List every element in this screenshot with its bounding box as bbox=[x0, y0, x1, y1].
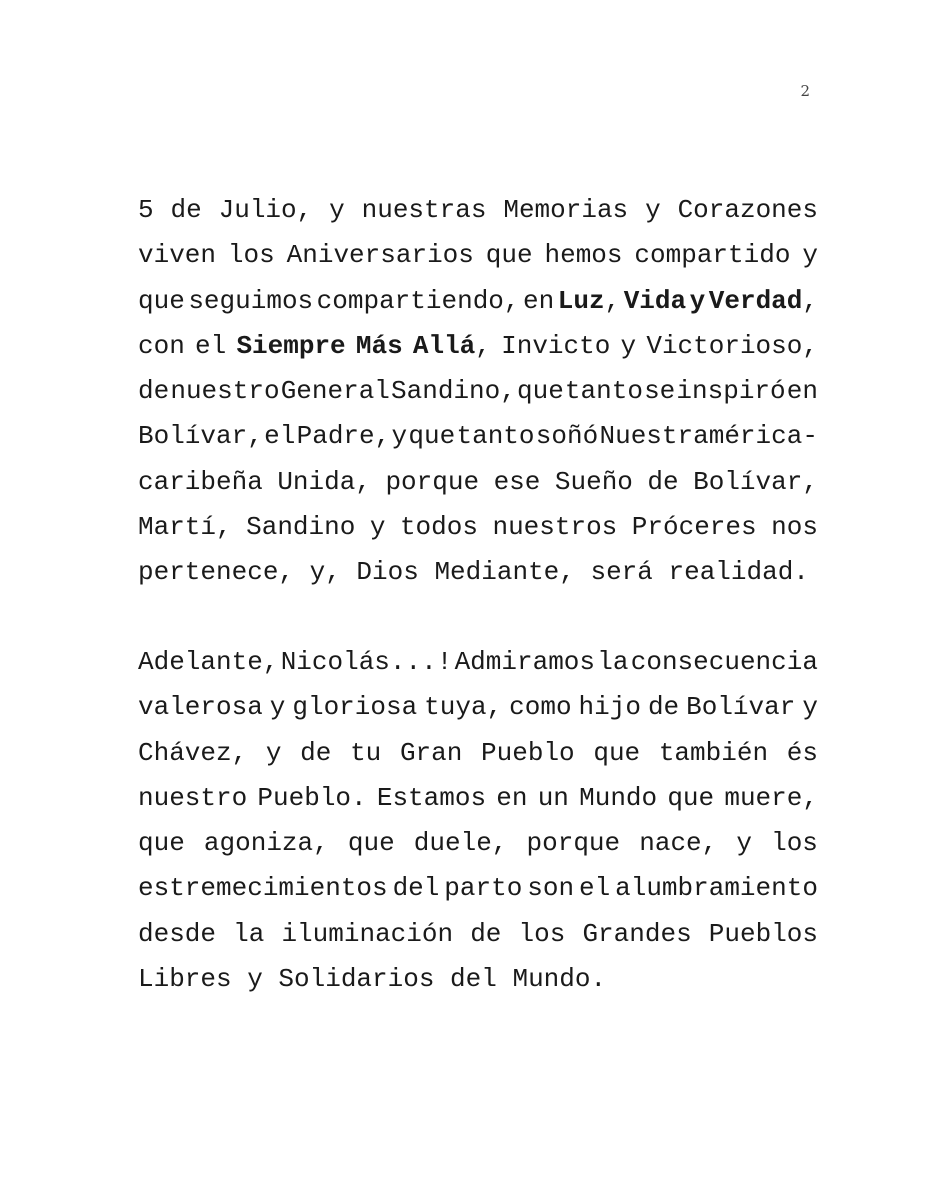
word: és bbox=[786, 737, 818, 768]
word: alumbramiento bbox=[615, 873, 818, 904]
word: Allá, bbox=[412, 330, 491, 361]
word: Martí, bbox=[138, 512, 232, 543]
word: tanto bbox=[456, 421, 535, 452]
word: tanto bbox=[564, 376, 643, 407]
word: porque bbox=[385, 466, 480, 497]
word: son bbox=[527, 873, 575, 904]
word: ese bbox=[493, 466, 541, 497]
word: tuya, bbox=[424, 692, 503, 723]
word: Sandino, bbox=[391, 376, 516, 407]
word: y bbox=[329, 195, 345, 225]
word: Pueblo. bbox=[257, 782, 367, 813]
word: estremecimientos bbox=[138, 873, 388, 904]
paragraph-2 bbox=[138, 640, 818, 1002]
text-line bbox=[138, 505, 818, 550]
word: de bbox=[647, 692, 680, 723]
word: 5 bbox=[138, 195, 154, 225]
word: Sandino bbox=[246, 512, 356, 543]
word: de bbox=[647, 466, 679, 497]
word: parto bbox=[444, 873, 523, 904]
word: en bbox=[786, 376, 818, 407]
word: el bbox=[578, 873, 611, 904]
text-line bbox=[138, 821, 818, 866]
word: que bbox=[138, 285, 185, 316]
word: Memorias bbox=[503, 195, 629, 225]
word: también bbox=[658, 737, 769, 768]
word: que bbox=[138, 828, 185, 859]
word: y bbox=[802, 240, 818, 271]
word: y bbox=[645, 195, 661, 225]
word: Sueño bbox=[554, 466, 633, 497]
word: un bbox=[537, 782, 569, 813]
word: nace, bbox=[639, 828, 718, 859]
word: Victorioso, bbox=[646, 330, 818, 361]
word: nuestro bbox=[170, 376, 280, 407]
word: inspiró bbox=[676, 376, 786, 407]
word: Bolívar bbox=[686, 692, 796, 723]
word: Chávez, bbox=[138, 737, 248, 768]
word: Aniversarios bbox=[286, 240, 474, 271]
word: y bbox=[391, 421, 408, 452]
word: Pueblos bbox=[708, 918, 818, 949]
text-line bbox=[138, 188, 818, 233]
word: de bbox=[300, 737, 332, 768]
word: duele, bbox=[413, 828, 508, 859]
word: nuestros bbox=[492, 512, 618, 543]
word: Estamos bbox=[376, 782, 487, 813]
word: desde bbox=[138, 918, 217, 949]
word: compartiendo, bbox=[316, 285, 520, 316]
text-line bbox=[138, 685, 818, 730]
word: Nuestramérica- bbox=[599, 421, 818, 452]
word: Adelante, bbox=[138, 647, 279, 677]
word: Corazones bbox=[677, 195, 818, 225]
word: agoniza, bbox=[203, 828, 329, 859]
word: y bbox=[620, 330, 637, 361]
word: tu bbox=[350, 737, 382, 768]
word: en bbox=[523, 285, 555, 316]
word: Vida bbox=[623, 285, 687, 316]
word: y bbox=[802, 692, 818, 723]
word: la bbox=[233, 918, 265, 949]
word: Admiramos bbox=[454, 647, 596, 677]
word: Grandes bbox=[582, 918, 692, 949]
word: muere, bbox=[724, 782, 818, 813]
word: y bbox=[369, 512, 386, 543]
word: el bbox=[195, 330, 227, 361]
word: nuestro bbox=[138, 782, 248, 813]
word: Julio, bbox=[218, 195, 313, 225]
word: seguimos bbox=[188, 285, 314, 316]
word: Unida, bbox=[277, 466, 371, 497]
text-line bbox=[138, 460, 818, 505]
word: nuestras bbox=[361, 195, 487, 225]
word: los bbox=[227, 240, 275, 271]
text-line bbox=[138, 912, 818, 957]
word: Siempre bbox=[236, 330, 346, 361]
word: viven bbox=[138, 240, 217, 271]
word: Gran bbox=[399, 737, 463, 768]
word: que bbox=[485, 240, 533, 271]
word: Bolívar, bbox=[693, 466, 818, 497]
text-line bbox=[138, 369, 818, 414]
paragraph-1 bbox=[138, 188, 818, 596]
text-line bbox=[138, 731, 818, 776]
word: Nicolás...! bbox=[280, 647, 453, 677]
word: soñó bbox=[535, 421, 599, 452]
word: de bbox=[470, 918, 502, 949]
word: consecuencia bbox=[630, 647, 818, 677]
text-line: pertenece, y, Dios Mediante, será realidad. bbox=[138, 557, 809, 588]
word: compartido bbox=[634, 240, 791, 271]
word: Mundo bbox=[579, 782, 658, 813]
word: y bbox=[269, 692, 286, 723]
word: en bbox=[496, 782, 528, 813]
word: que bbox=[593, 737, 641, 768]
word: y bbox=[736, 828, 752, 859]
word: que bbox=[347, 828, 395, 859]
text-line bbox=[138, 233, 818, 278]
word: iluminación bbox=[281, 918, 454, 949]
text-line bbox=[138, 324, 818, 369]
word: los bbox=[771, 828, 818, 859]
word: Bolívar, bbox=[138, 421, 263, 452]
word: el bbox=[264, 421, 296, 452]
word: Próceres bbox=[631, 512, 757, 543]
text-line bbox=[138, 776, 818, 821]
word: y bbox=[265, 737, 282, 768]
word: se bbox=[644, 376, 676, 407]
word: todos bbox=[399, 512, 478, 543]
word: gloriosa bbox=[292, 692, 418, 723]
text-line: Libres y Solidarios del Mundo. bbox=[138, 964, 607, 995]
word: General bbox=[280, 376, 390, 407]
word: valerosa bbox=[138, 692, 263, 723]
word: que bbox=[516, 376, 564, 407]
word: Verdad, bbox=[708, 285, 818, 316]
word: Luz, bbox=[557, 285, 621, 316]
word: con bbox=[138, 330, 185, 361]
word: de bbox=[170, 195, 202, 225]
word: del bbox=[392, 873, 440, 904]
text-line bbox=[138, 640, 818, 685]
page-number: 2 bbox=[800, 82, 810, 100]
word: nos bbox=[771, 512, 818, 543]
word: Pueblo bbox=[481, 737, 575, 768]
word: que bbox=[408, 421, 456, 452]
text-line bbox=[138, 866, 818, 911]
word: como bbox=[509, 692, 572, 723]
word: Invicto bbox=[501, 330, 611, 361]
word: hemos bbox=[544, 240, 623, 271]
text-line bbox=[138, 279, 818, 324]
word: y bbox=[689, 285, 706, 316]
word: Padre, bbox=[296, 421, 391, 452]
word: Más bbox=[355, 330, 403, 361]
word: porque bbox=[526, 828, 621, 859]
word: de bbox=[138, 376, 170, 407]
word: la bbox=[597, 647, 629, 677]
word: hijo bbox=[578, 692, 641, 723]
word: caribeña bbox=[138, 466, 263, 497]
word: que bbox=[667, 782, 715, 813]
text-line bbox=[138, 414, 818, 459]
word: los bbox=[518, 918, 566, 949]
